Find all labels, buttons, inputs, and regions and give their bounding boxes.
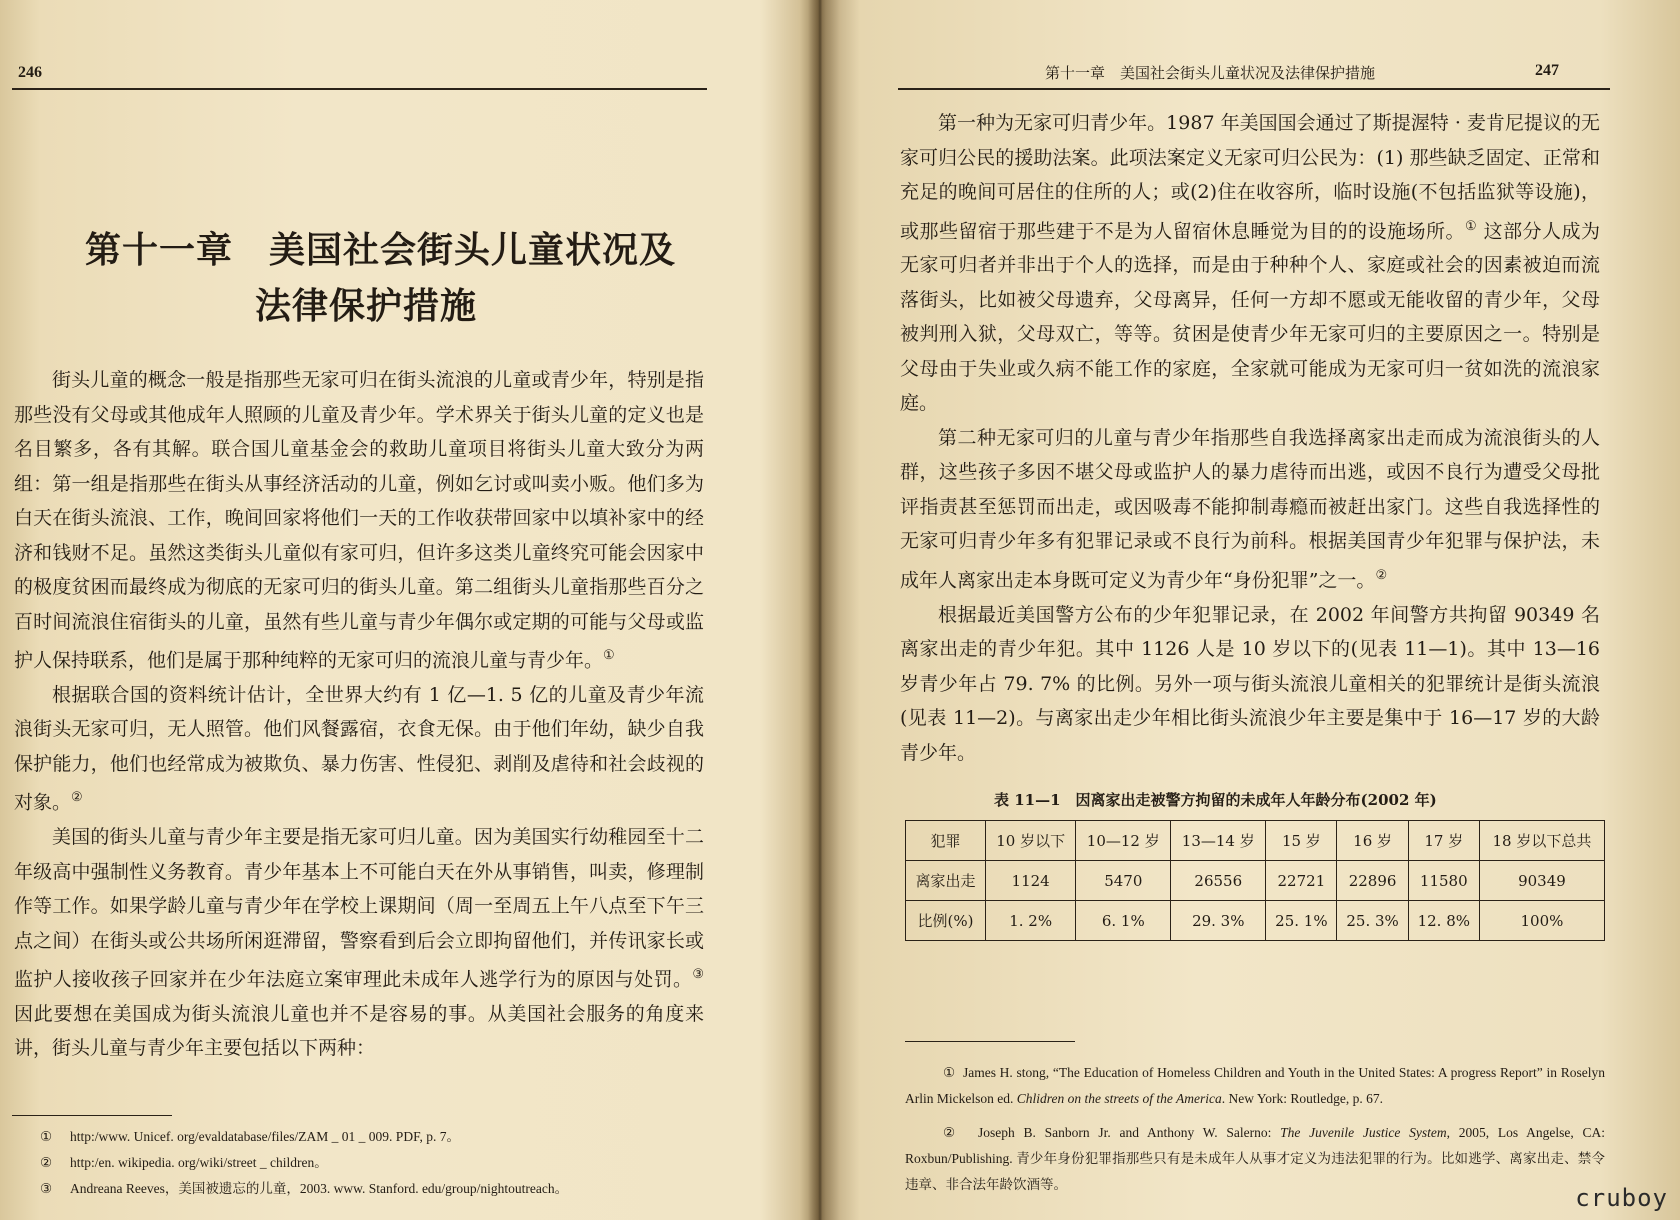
age-distribution-table — [905, 820, 1605, 941]
right-header-rule — [898, 88, 1610, 90]
table-cell: 29. 3% — [1171, 901, 1266, 941]
table-header-cell: 10 岁以下 — [986, 821, 1076, 861]
book-gutter — [800, 0, 840, 1220]
footnote-marker: ② — [71, 790, 83, 806]
table-header-cell: 13—14 岁 — [1171, 821, 1266, 861]
table-header-cell: 16 岁 — [1337, 821, 1408, 861]
footnote-rule — [12, 1115, 172, 1116]
chapter-title — [85, 222, 676, 334]
table-cell: 22721 — [1266, 861, 1337, 901]
table-caption: 表 11—1 因离家出走被警方拘留的未成年人年龄分布(2002 年) — [994, 791, 1437, 809]
chapter-title-line2: 法律保护措施 — [255, 285, 478, 327]
left-body-text — [14, 363, 704, 1066]
table-cell: 比例(%) — [906, 901, 986, 941]
table-cell: 12. 8% — [1408, 901, 1479, 941]
table-cell: 1124 — [986, 861, 1076, 901]
right-footnotes — [905, 1060, 1605, 1198]
footnote: ① James H. stong, “The Education of Homeless Children and Youth in the United States: A progress Report” in Roselyn Arlin Mickelson ed. Chlidren on the streets of the America. New York: Routledge, p. 67. — [905, 1065, 1605, 1106]
table-cell: 1. 2% — [986, 901, 1076, 941]
footnote-marker: ② — [1375, 567, 1388, 583]
watermark: cruboy — [1575, 1184, 1668, 1212]
left-header-rule — [12, 88, 707, 90]
table-cell: 6. 1% — [1076, 901, 1171, 941]
paragraph: 美国的街头儿童与青少年主要是指无家可归儿童。因为美国实行幼稚园至十二年级高中强制性义务教育。青少年基本上不可能白天在外从事销售，叫卖，修理制作等工作。如果学龄儿童与青少年在学校上课期间（周一至周五上午八点至下午三点之间）在街头或公共场所闲逛滞留，警察看到后会立即拘留他们，并传讯家长或监护人接收孩子回家并在少年法庭立案审理此未成年人逃学行为的原因与处罚。③ 因此要想在美国成为街头流浪儿童也并不是容易的事。从美国社会服务的角度来讲，街头儿童与青少年主要包括以下两种： — [14, 826, 704, 1060]
table-cell: 25. 3% — [1337, 901, 1408, 941]
paragraph: 第二种无家可归的儿童与青少年指那些自我选择离家出走而成为流浪街头的人群，这些孩子多因不堪父母或监护人的暴力虐待而出逃，或因不良行为遭受父母批评指责甚至惩罚而出走，或因吸毒不能抑制毒瘾而被赶出家门。这些自我选择性的无家可归青少年多有犯罪记录或不良行为前科。根据美国青少年犯罪与保护法，未成年人离家出走本身既可定义为青少年“身份犯罪”之一。② — [900, 426, 1600, 592]
footnote-marker: ① — [1464, 218, 1478, 234]
table-cell: 5470 — [1076, 861, 1171, 901]
running-head: 第十一章 美国社会街头儿童状况及法律保护措施 — [1045, 64, 1376, 82]
table-cell: 26556 — [1171, 861, 1266, 901]
left-footnotes — [40, 1124, 720, 1202]
right-body-text — [900, 106, 1600, 770]
footnote-rule — [905, 1041, 1075, 1042]
footnote: ② http:/en. wikipedia. org/wiki/street _ children。 — [40, 1155, 328, 1170]
footnote-marker: ③ — [692, 967, 704, 983]
paragraph: 根据最近美国警方公布的少年犯罪记录，在 2002 年间警方共拘留 90349 名离家出走的青少年犯。其中 1126 人是 10 岁以下的(见表 11—1)。其中 13—16 岁青少年占 79. 7% 的比例。另外一项与街头流浪儿童相关的犯罪统计是街头流浪(见表 11—2)。与离家出走少年相比街头流浪少年主要是集中于 16—17 岁的大龄青少年。 — [900, 603, 1600, 764]
chapter-title-line1: 美国社会街头儿童状况及 — [269, 229, 677, 271]
paragraph: 根据联合国的资料统计估计，全世界大约有 1 亿—1. 5 亿的儿童及青少年流浪街头无家可归，无人照管。他们风餐露宿，衣食无保。由于他们年幼，缺少自我保护能力，他们也经常成为被欺负、暴力伤害、性侵犯、剥削及虐待和社会歧视的对象。② — [14, 683, 704, 814]
left-page-number: 246 — [18, 64, 42, 81]
footnote: ③ Andreana Reeves，美国被遗忘的儿童，2003. www. Stanford. edu/group/nightoutreach。 — [40, 1181, 569, 1196]
chapter-number: 第十一章 — [85, 229, 234, 271]
footnote: ① http:/www. Unicef. org/evaldatabase/files/ZAM _ 01 _ 009. PDF, p. 7。 — [40, 1129, 460, 1144]
table-header-cell: 犯罪 — [906, 821, 986, 861]
right-page-number: 247 — [1535, 62, 1559, 79]
left-page — [0, 0, 810, 1220]
table-row — [906, 861, 1605, 901]
table-header-cell: 15 岁 — [1266, 821, 1337, 861]
table-cell: 25. 1% — [1266, 901, 1337, 941]
table-cell: 22896 — [1337, 861, 1408, 901]
table-cell: 90349 — [1479, 861, 1604, 901]
footnote: ② Joseph B. Sanborn Jr. and Anthony W. Salerno: The Juvenile Justice System, 2005, Los Angelse, CA: Roxbun/Publishing. 青少年身份犯罪指那些只有是未成年人从事才定义为违法犯罪的行为。比如逃学、离家出走、禁令违章、非合法年龄饮酒等。 — [905, 1125, 1605, 1192]
footnote-marker: ① — [603, 648, 615, 663]
paragraph: 街头儿童的概念一般是指那些无家可归在街头流浪的儿童或青少年，特别是指那些没有父母或其他成年人照顾的儿童及青少年。学术界关于街头儿童的定义也是名目繁多，各有其解。联合国儿童基金会的救助儿童项目将街头儿童大致分为两组：第一组是指那些在街头从事经济活动的儿童，例如乞讨或叫卖小贩。他们多为白天在街头流浪、工作，晚间回家将他们一天的工作收获带回家中以填补家中的经济和钱财不足。虽然这类街头儿童似有家可归，但许多这类儿童终究可能会因家中的极度贫困而最终成为彻底的无家可归的街头儿童。第二组街头儿童指那些百分之百时间流浪住宿街头的儿童，虽然有些儿童与青少年偶尔或定期的可能与父母或监护人保持联系，他们是属于那种纯粹的无家可归的流浪儿童与青少年。① — [14, 369, 704, 672]
paragraph: 第一种为无家可归青少年。1987 年美国国会通过了斯提渥特 · 麦肯尼提议的无家可归公民的援助法案。此项法案定义无家可归公民为：(1) 那些缺乏固定、正常和充足的晚间可居住的住所的人；或(2)住在收容所，临时设施(不包括监狱等设施)，或那些留宿于那些建于不是为人留宿休息睡觉为目的的设施场所。① 这部分人成为无家可归者并非出于个人的选择，而是由于种种个人、家庭或社会的因素被迫而流落街头，比如被父母遗弃，父母离异，任何一方却不愿或无能收留的青少年，父母被判刑入狱，父母双亡，等等。贫困是使青少年无家可归的主要原因之一。特别是父母由于失业或久病不能工作的家庭，全家就可能成为无家可归一贫如洗的流浪家庭。 — [900, 112, 1600, 415]
table-row — [906, 901, 1605, 941]
table-cell: 离家出走 — [906, 861, 986, 901]
table-cell: 100% — [1479, 901, 1604, 941]
table-header-cell: 10—12 岁 — [1076, 821, 1171, 861]
table-header-row — [906, 821, 1605, 861]
table-header-cell: 18 岁以下总共 — [1479, 821, 1604, 861]
table-header-cell: 17 岁 — [1408, 821, 1479, 861]
table-cell: 11580 — [1408, 861, 1479, 901]
